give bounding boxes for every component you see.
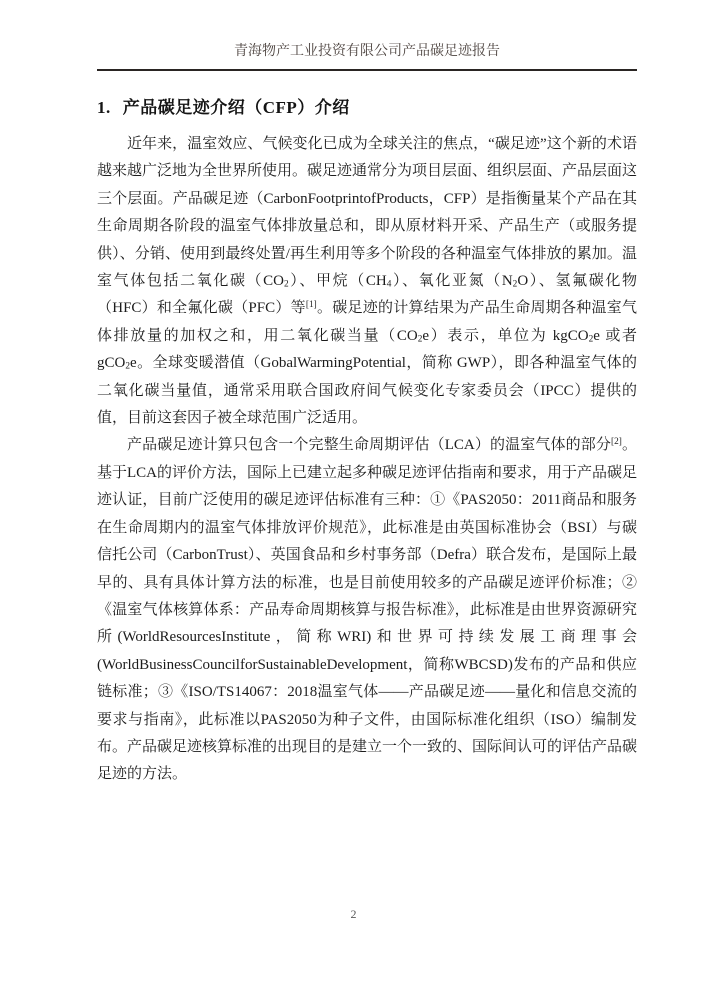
document-body — [97, 131, 637, 789]
section-heading-text: 产品碳足迹介绍（CFP）介绍 — [122, 98, 350, 117]
section-heading — [97, 93, 637, 118]
paragraph: 产品碳足迹计算只包含一个完整生命周期评估（LCA）的温室气体的部分[2]。基于LCA的评价方法，国际上已建立起多种碳足迹评估指南和要求，用于产品碳足迹认证，目前广泛使用的碳足迹评估标准有三种：①《PAS2050：2011商品和服务在生命周期内的温室气体排放评价规范》，此标准是由英国标准协会（BSI）与碳信托公司（CarbonTrust）、英国食品和乡村事务部（Defra）联合发布，是国际上最早的、具有具体计算方法的标准，也是目前使用较多的产品碳足迹评价标准；②《温室气体核算体系：产品寿命周期核算与报告标准》，此标准是由世界资源研究所(WorldResourcesInstitute，简称WRI)和世界可持续发展工商理事会(WorldBusinessCouncilforSustainableDevelopment，简称WBCSD)发布的产品和供应链标准；③《ISO/TS14067：2018温室气体——产品碳足迹——量化和信息交流的要求与指南》，此标准以PAS2050为种子文件，由国际标准化组织（ISO）编制发布。产品碳足迹核算标准的出现目的是建立一个一致的、国际间认可的评估产品碳足迹的方法。 — [97, 437, 638, 783]
section-heading-number: 1. — [97, 98, 111, 117]
page-number: 2 — [350, 907, 357, 921]
header-rule — [97, 69, 637, 71]
page-header-title: 青海物产工业投资有限公司产品碳足迹报告 — [234, 44, 500, 59]
paragraph: 近年来，温室效应、气候变化已成为全球关注的焦点，“碳足迹”这个新的术语越来越广泛地为全世界所使用。碳足迹通常分为项目层面、组织层面、产品层面这三个层面。产品碳足迹（CarbonFootprintofProducts，CFP）是指衡量某个产品在其生命周期各阶段的温室气体排放量总和，即从原材料开采、产品生产（或服务提供）、分销、使用到最终处置/再生利用等多个阶段的各种温室气体排放的累加。温室气体包括二氧化碳$(CO_2)$、甲烷$(CH_4)$、氧化亚氮$(N_2O)$、氢氟碳化物（HFC）和全氟化碳（PFC）等[1]。碳足迹的计算结果为产品生命周期各种温室气体排放量的加权之和，用二氧化碳当量$(CO_2e)$表示，单位为 kgCO$_2$e 或者 gCO$_2$e。全球变暖潜值（GobalWarmingPotential，简称 GWP），即各种温室气体的二氧化碳当量值，通常采用联合国政府间气候变化专家委员会（IPCC）提供的值，目前这套因子被全球范围广泛适用。 — [97, 136, 638, 427]
